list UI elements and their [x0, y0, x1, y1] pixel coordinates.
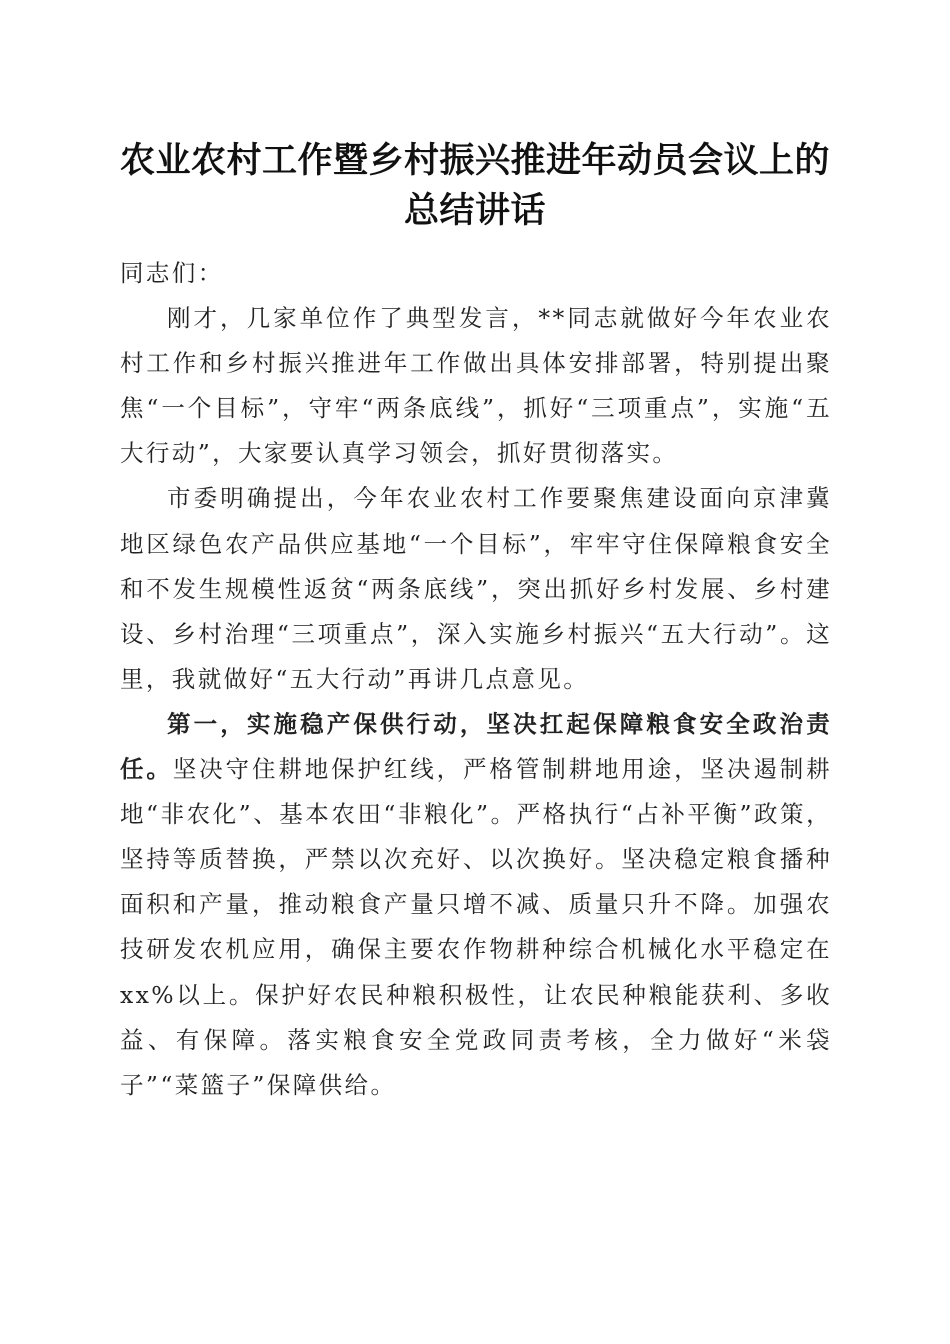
title-line-2: 总结讲话: [403, 191, 546, 231]
paragraph-3-body: 坚决守住耕地保护红线，严格管制耕地用途，坚决遏制耕地“非农化”、基本农田“非粮化”。严格执行“占补平衡”政策，坚持等质替换，严禁以次充好、以次换好。坚决稳定粮食播种面积和产量，推动粮食产量只增不减、质量只升不降。加强农技研发农机应用，确保主要农作物耕种综合机械化水平稳定在xx%以上。保护好农民种粮积极性，让农民种粮能获利、多收益、有保障。落实粮食安全党政同责考核，全力做好“米袋子”“菜篮子”保障供给。: [120, 755, 832, 1099]
paragraph-2: 市委明确提出，今年农业农村工作要聚焦建设面向京津冀地区绿色农产品供应基地“一个目标”，牢牢守住保障粮食安全和不发生规模性返贫“两条底线”，突出抓好乡村发展、乡村建设、乡村治理“三项重点”，深入实施乡村振兴“五大行动”。这里，我就做好“五大行动”再讲几点意见。: [120, 484, 832, 693]
title-line-1: 农业农村工作暨乡村振兴推进年动员会议上的: [119, 141, 830, 181]
document-body: [120, 251, 832, 1108]
paragraph-3-heading: 第一，实施稳产保供行动，坚决扛起保障粮食安全政治责任。: [120, 709, 832, 784]
paragraph-1: 刚才，几家单位作了典型发言，**同志就做好今年农业农村工作和乡村振兴推进年工作做出具体安排部署，特别提出聚焦“一个目标”，守牢“两条底线”，抓好“三项重点”，实施“五大行动”，大家要认真学习领会，抓好贯彻落实。: [120, 304, 832, 468]
paragraph-3: [120, 702, 832, 1108]
document-title: [90, 136, 860, 236]
greeting: 同志们：: [120, 259, 224, 287]
